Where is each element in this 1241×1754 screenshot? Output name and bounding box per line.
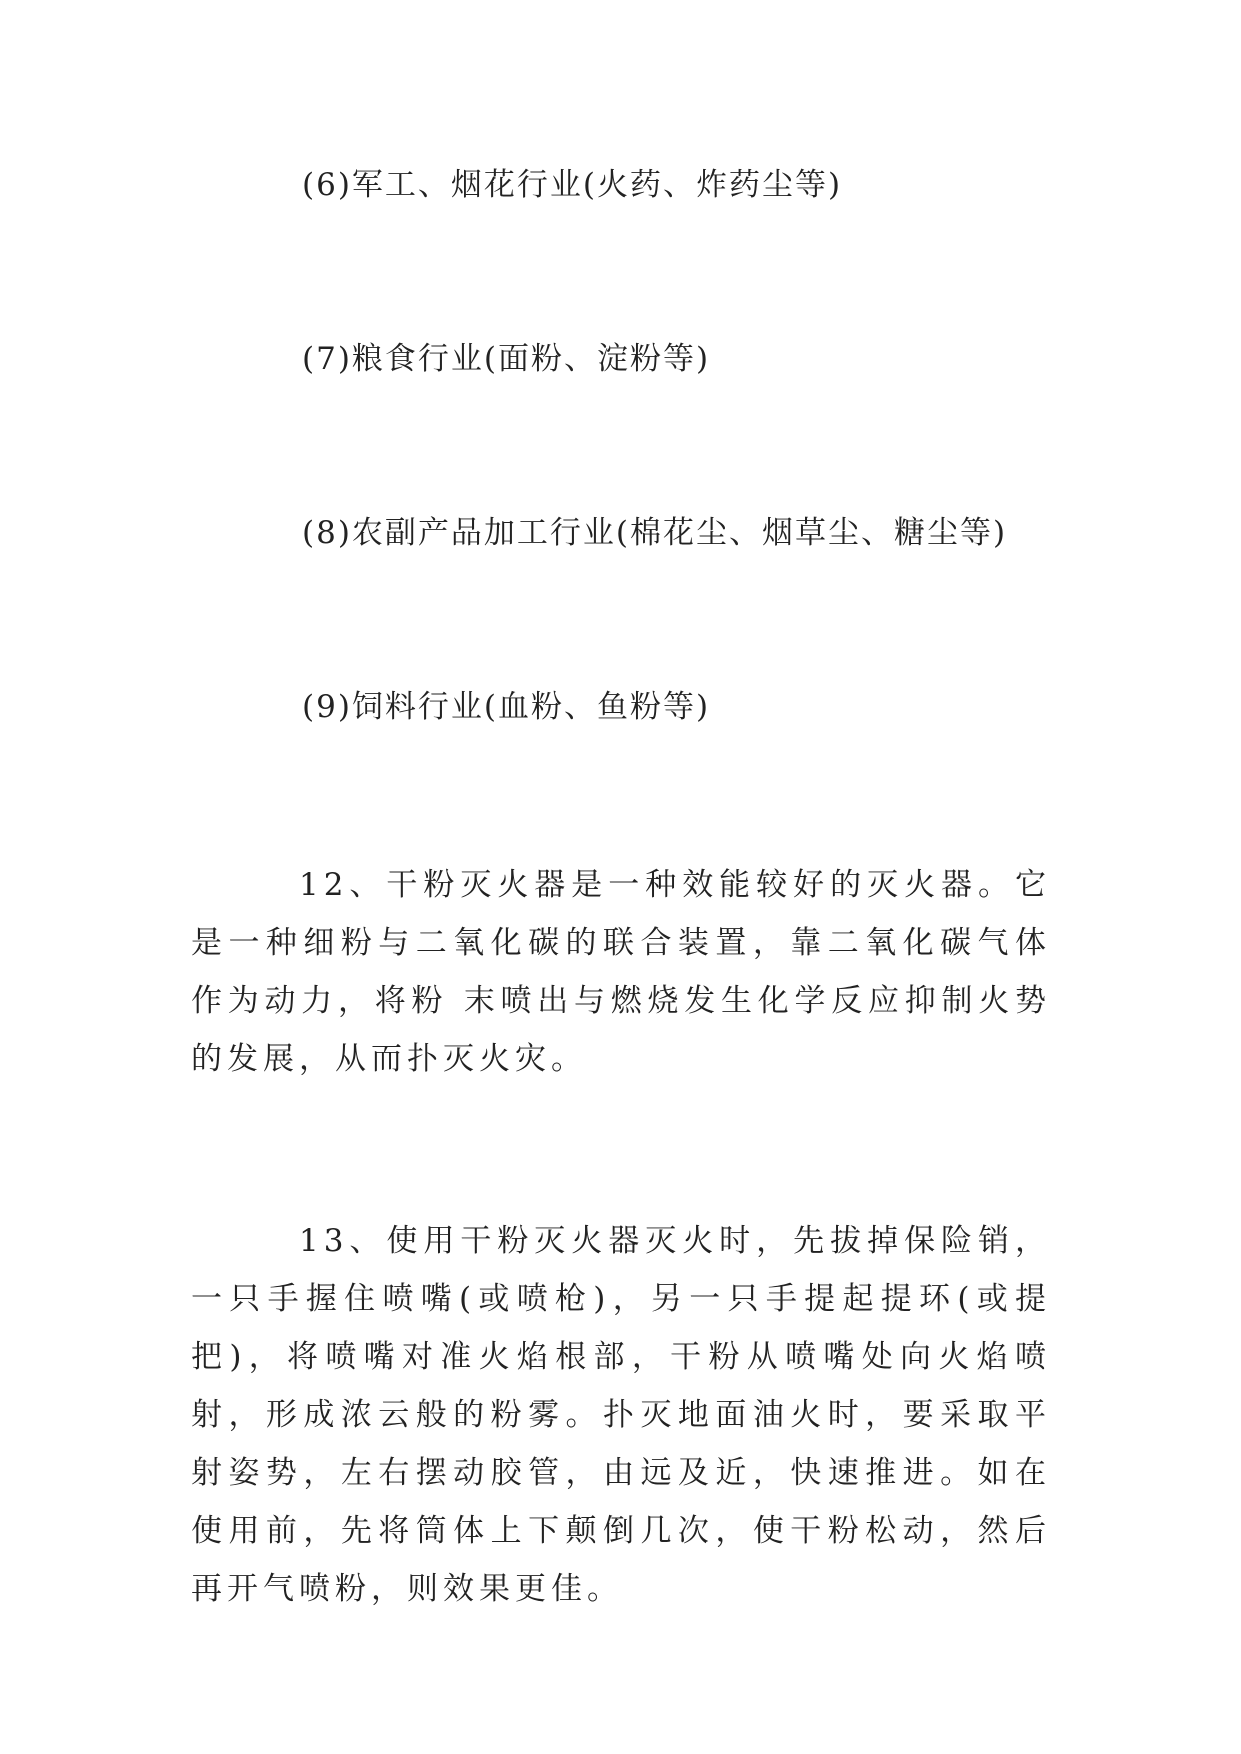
list-item-grain: (7)粮食行业(面粉、淀粉等) xyxy=(302,341,711,377)
list-item-feed: (9)饲料行业(血粉、鱼粉等) xyxy=(302,689,711,725)
list-item-agricultural-products: (8)农副产品加工行业(棉花尘、烟草尘、糖尘等) xyxy=(302,515,1008,551)
paragraph-dry-powder-extinguisher: 12、干粉灭火器是一种效能较好的灭火器。它是一种细粉与二氧化碳的联合装置，靠二氧化碳气体作为动力，将粉 末喷出与燃烧发生化学反应抑制火势的发展，从而扑灭火灾。 xyxy=(191,867,1051,1077)
paragraph-extinguisher-usage: 13、使用干粉灭火器灭火时，先拔掉保险销，一只手握住喷嘴(或喷枪)，另一只手提起提环(或提把)，将喷嘴对准火焰根部，干粉从喷嘴处向火焰喷射，形成浓云般的粉雾。扑灭地面油火时，要采取平射姿势，左右摆动胶管，由远及近，快速推进。如在使用前，先将筒体上下颠倒几次，使干粉松动，然后再开气喷粉，则效果更佳。 xyxy=(191,1223,1051,1607)
list-item-military-fireworks: (6)军工、烟花行业(火药、炸药尘等) xyxy=(302,167,843,203)
